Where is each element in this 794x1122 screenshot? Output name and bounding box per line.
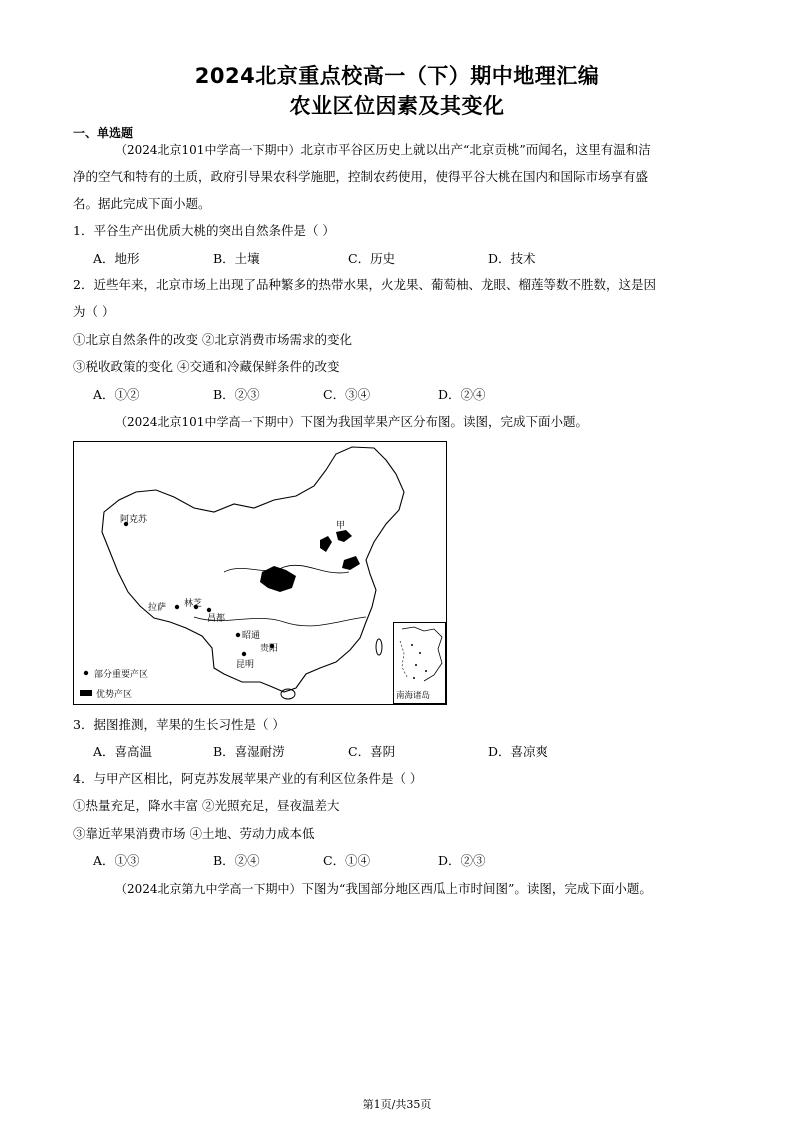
point-lasa: [175, 605, 179, 609]
advantage-region-shandong: [342, 556, 360, 570]
q4-option-a[interactable]: A．①③: [93, 853, 140, 868]
q2-option-c[interactable]: C．③④: [323, 387, 371, 402]
label-guiyang: 贵阳: [260, 644, 279, 654]
label-akesu: 阿克苏: [120, 515, 148, 525]
q2-stem-line1: 2．近些年来，北京市场上出现了品种繁多的热带水果，火龙果、葡萄柚、龙眼、榴莲等数不胜数，这是因: [73, 277, 656, 292]
group1-intro-line2: 净的空气和特有的土质，政府引导果农科学施肥，控制农药使用，使得平谷大桃在国内和国际市场享有盛: [73, 169, 649, 184]
group1-intro-line3: 名。据此完成下面小题。: [73, 196, 211, 211]
q3-option-d[interactable]: D．喜凉爽: [488, 744, 549, 759]
q2-statements-2: ③税收政策的变化 ④交通和冷藏保鲜条件的改变: [73, 359, 340, 374]
group1-intro-line1: [115, 137, 651, 163]
document-subtitle: 农业区位因素及其变化: [289, 94, 505, 118]
group3-text: 下图为“我国部分地区西瓜上市时间图”。读图，完成下面小题。: [301, 881, 652, 896]
section-heading: 一、单选题: [73, 126, 134, 140]
group2-text: 下图为我国苹果产区分布图。读图，完成下面小题。: [300, 414, 588, 429]
group1-text-line1: 北京市平谷区历史上就以出产“北京贡桃”而闻名，这里有温和洁: [300, 142, 651, 157]
q2-statements-1: ①北京自然条件的改变 ②北京消费市场需求的变化: [73, 332, 352, 347]
label-jia: 甲: [336, 521, 346, 531]
point-kunming: [242, 652, 246, 656]
label-lasa: 拉萨: [148, 603, 167, 613]
q1-option-b[interactable]: B．土壤: [213, 251, 260, 266]
group1-source: （2024北京101中学高一下期中）: [115, 143, 301, 157]
q1-stem: 1．平谷生产出优质大桃的突出自然条件是（ ）: [73, 223, 335, 238]
page-footer: 第1页/共35页: [362, 1098, 432, 1111]
document-title: 2024北京重点校高一（下）期中地理汇编: [194, 64, 600, 88]
q2-option-d[interactable]: D．②④: [438, 387, 486, 402]
china-outline-map: [74, 442, 447, 705]
apple-region-map: [73, 441, 447, 705]
q2-option-b[interactable]: B．②③: [213, 387, 260, 402]
advantage-region-loess: [260, 566, 296, 592]
q2-stem-line2: 为（ ）: [73, 304, 115, 319]
q1-option-d[interactable]: D．技术: [488, 251, 536, 266]
legend-dot-label: 部分重要产区: [94, 670, 149, 680]
q3-option-a[interactable]: A．喜高温: [93, 744, 153, 759]
inset-label: 南海诸岛: [396, 691, 431, 701]
label-changdu: 昌都: [207, 614, 226, 624]
q1-option-a[interactable]: A．地形: [93, 251, 140, 266]
q4-option-c[interactable]: C．①④: [323, 853, 371, 868]
q3-option-b[interactable]: B．喜湿耐涝: [213, 744, 285, 759]
taiwan-island: [376, 639, 382, 655]
group2-source: （2024北京101中学高一下期中）: [115, 415, 301, 429]
group3-intro: [115, 876, 652, 902]
q4-option-b[interactable]: B．②④: [213, 853, 260, 868]
advantage-region-bohai-1: [320, 536, 332, 552]
label-kunming: 昆明: [236, 660, 255, 670]
group3-source: （2024北京第九中学高一下期中）: [115, 882, 302, 896]
q4-stem: 4．与甲产区相比，阿克苏发展苹果产业的有利区位条件是（ ）: [73, 771, 423, 786]
q4-option-d[interactable]: D．②③: [438, 853, 486, 868]
label-zhaotong: 昭通: [242, 631, 261, 641]
q4-statements-2: ③靠近苹果消费市场 ④土地、劳动力成本低: [73, 826, 315, 841]
group2-intro: [115, 409, 588, 435]
q4-statements-1: ①热量充足，降水丰富 ②光照充足，昼夜温差大: [73, 798, 340, 813]
q2-option-a[interactable]: A．①②: [93, 387, 140, 402]
legend-block-symbol: [80, 690, 92, 696]
south-china-sea-inset: [393, 622, 446, 704]
q3-option-c[interactable]: C．喜阴: [348, 744, 396, 759]
legend-dot-symbol: [84, 671, 88, 675]
point-zhaotong: [236, 633, 240, 637]
legend-block-label: 优势产区: [96, 690, 133, 700]
label-linzhi: 林芝: [184, 599, 203, 609]
q1-option-c[interactable]: C．历史: [348, 251, 396, 266]
advantage-region-bohai-2: [336, 530, 352, 542]
q3-stem: 3．据图推测，苹果的生长习性是（ ）: [73, 717, 285, 732]
